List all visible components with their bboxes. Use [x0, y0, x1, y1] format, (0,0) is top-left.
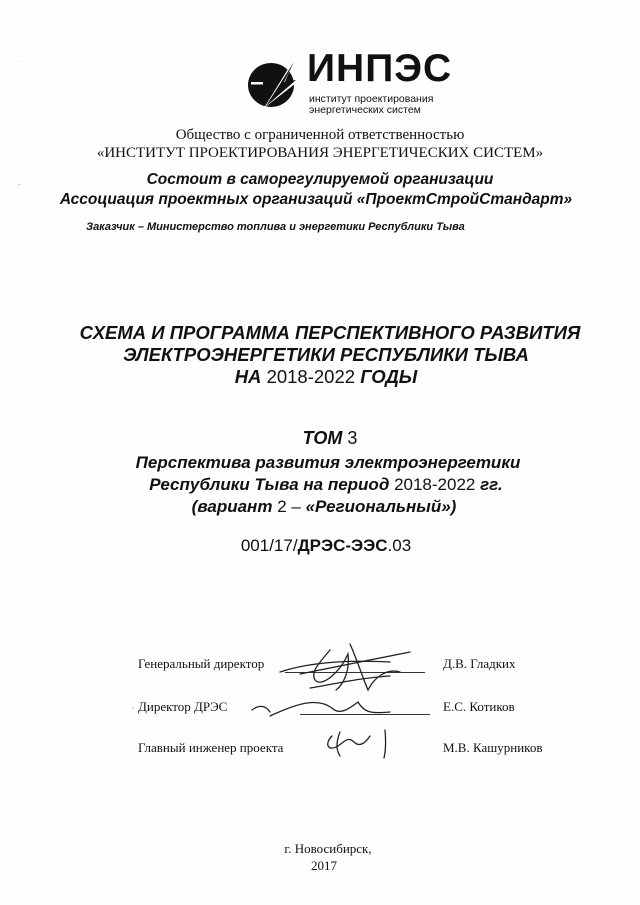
document-title-line: СХЕМА И ПРОГРАММА ПЕРСПЕКТИВНОГО РАЗВИТИЯ: [79, 322, 581, 343]
variant-text: (вариант: [191, 497, 273, 516]
volume-years: 2018-2022: [394, 475, 476, 494]
signatory-name: М.В. Кашурников: [443, 740, 543, 755]
variant-name: «Региональный»: [305, 497, 451, 516]
title-word: ГОДЫ: [360, 366, 418, 387]
document-title-line: ЭЛЕКТРОЭНЕРГЕТИКИ РЕСПУБЛИКИ ТЫВА: [123, 344, 529, 365]
scan-mark: -: [18, 180, 21, 188]
volume-label: [10, 428, 640, 449]
handwritten-signatures: [240, 632, 440, 767]
logo-subtitle-line: энергетических систем: [309, 104, 421, 116]
code-suffix: .03: [387, 536, 412, 555]
scan-mark: ,: [132, 700, 135, 710]
volume-text: Республики Тыва на период: [149, 475, 390, 494]
volume-title-line: [6, 474, 640, 495]
volume-title-line: Перспектива развития электроэнергетики: [135, 453, 521, 472]
document-title-line: [6, 366, 640, 388]
year: 2017: [311, 858, 337, 873]
volume-variant: [4, 496, 640, 517]
code-dept: ДРЭС-ЭЭС: [297, 536, 388, 555]
signatory-name: Е.С. Котиков: [443, 699, 515, 714]
organization-line: Общество с ограниченной ответственностью: [175, 127, 465, 143]
signatory-role: Генеральный директор: [138, 656, 265, 671]
variant-close: ): [450, 497, 457, 516]
logo-subtitle-line: институт проектирования: [309, 93, 434, 105]
volume-word: ТОМ: [302, 428, 343, 448]
signatory-role: Директор ДРЭС: [138, 699, 228, 714]
logo-subtitle: [309, 94, 433, 116]
document-code: [6, 536, 640, 556]
organization-name: «ИНСТИТУТ ПРОЕКТИРОВАНИЯ ЭНЕРГЕТИЧЕСКИХ СИСТЕМ»: [96, 145, 544, 161]
sro-line: Состоит в саморегулируемой организации: [146, 171, 494, 188]
signatory-name: Д.В. Гладких: [443, 656, 516, 671]
city: г. Новосибирск,: [284, 841, 372, 856]
scan-mark: .: [18, 56, 20, 64]
sro-association: Ассоциация проектных организаций «ПроектСтройСтандарт»: [59, 191, 573, 208]
title-word: НА: [234, 366, 262, 387]
volume-number: 3: [347, 428, 358, 448]
volume-text: гг.: [480, 475, 503, 494]
logo-name: ИНПЭС: [307, 47, 453, 90]
variant-number: 2 –: [277, 497, 301, 516]
inpes-logo-icon: [244, 52, 304, 114]
customer-line: Заказчик – Министерство топлива и энергетики Республики Тыва: [86, 221, 465, 233]
code-prefix: 001/17/: [240, 536, 298, 555]
title-years: 2018-2022: [266, 366, 356, 387]
signatory-role: Главный инженер проекта: [138, 740, 284, 755]
